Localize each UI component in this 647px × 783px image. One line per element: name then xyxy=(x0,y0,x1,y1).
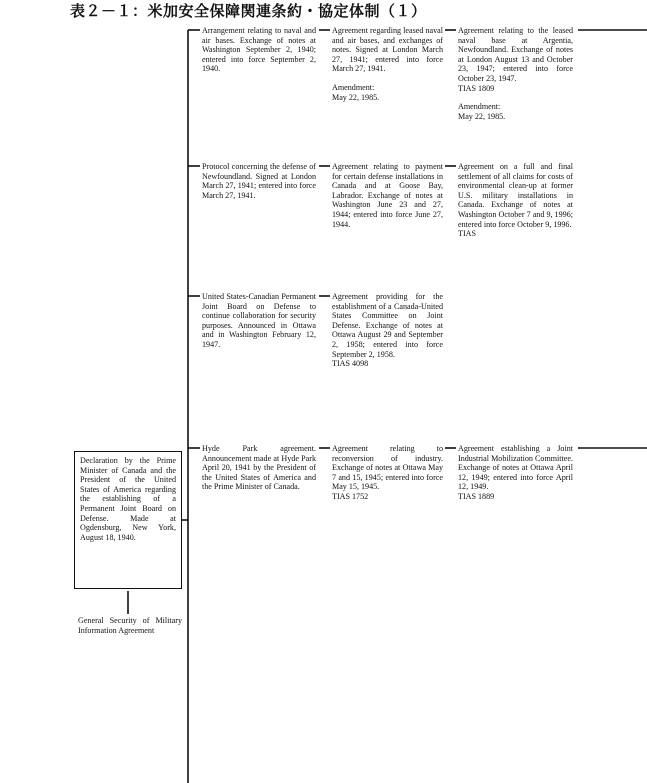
row-2-col-3-text: Agreement on a full and final settlement of all claims for costs of environmental clean-up at former U.S. military installations in Canada. Exchange of notes at Washington October 7 and 9, 1996; entered into force October 9, 1996. xyxy=(458,162,573,229)
gsomia-label: General Security of Military Information Agreement xyxy=(78,616,182,635)
row-3-col-1 xyxy=(202,292,316,350)
row-3-col-2 xyxy=(332,292,443,369)
row-1-col-3-amendment-date: May 22, 1985. xyxy=(458,111,506,121)
row-2-col-3 xyxy=(458,162,573,239)
row-4-col-3 xyxy=(458,444,573,502)
row-1-col-1-text: Arrangement relating to naval and air bases. Exchange of notes at Washington September 2, 1940; entered into force September 2, 1940. xyxy=(202,26,316,74)
table-title: 表２－１：米加安全保障関連条約・協定体制（１） xyxy=(70,2,427,20)
row-1-col-2-text: Agreement regarding leased naval and air bases, and exchanges of notes. Signed at London March 27, 1941; entered into force March 27, 1941. xyxy=(332,26,443,74)
row-1-col-3-amendment-label: Amendment: xyxy=(458,102,501,112)
row-4-col-3-tias: TIAS 1889 xyxy=(458,491,495,501)
row-2-col-1 xyxy=(202,162,316,200)
root-declaration-box xyxy=(74,451,182,589)
row-3-col-2-tias: TIAS 4098 xyxy=(332,359,369,369)
row-4-col-2-tias: TIAS 1752 xyxy=(332,491,369,501)
row-4-col-3-text: Agreement establishing a Joint Industrial Mobilization Committee. Exchange of notes at Ottawa April 12, 1949; entered into force April 12, 1949. xyxy=(458,444,573,492)
row-2-col-1-text: Protocol concerning the defense of Newfoundland. Signed at London March 27, 1941; entered into force March 27, 1941. xyxy=(202,162,316,200)
row-2-col-2-text: Agreement relating to payment for certain defense installations in Canada and at Goose Bay, Labrador. Exchange of notes at Washington June 23 and 27, 1944; entered into force June 27, 1944. xyxy=(332,162,443,229)
row-2-col-2 xyxy=(332,162,443,229)
row-1-col-2-amendment-date: May 22, 1985. xyxy=(332,92,380,102)
row-3-col-2-text: Agreement providing for the establishment of a Canada-United States Committee on Joint Defense. Exchange of notes at Ottawa August 29 and September 2, 1958; entered into force September 2, 1958. xyxy=(332,292,443,359)
row-4-col-2-text: Agreement relating to reconversion of industry. Exchange of notes at Ottawa May 7 and 15, 1945; entered into force May 15, 1945. xyxy=(332,444,443,492)
row-1-col-2 xyxy=(332,26,443,102)
row-1-col-3-tias: TIAS 1809 xyxy=(458,83,495,93)
row-2-col-3-tias: TIAS xyxy=(458,229,476,239)
gsomia-text xyxy=(78,616,182,635)
row-1-col-2-amendment-label: Amendment: xyxy=(332,82,375,92)
row-1-col-3 xyxy=(458,26,573,121)
row-3-col-1-text: United States-Canadian Permanent Joint Board on Defense to continue collaboration for security purposes. Announced in Ottawa and in Washington February 12, 1947. xyxy=(202,292,316,349)
row-4-col-1 xyxy=(202,444,316,492)
row-4-col-2 xyxy=(332,444,443,502)
row-1-col-3-text: Agreement relating to the leased naval base at Argentia, Newfoundland. Exchange of notes at London August 13 and October 23, 1947; entered into force October 23, 1947. xyxy=(458,26,573,83)
row-4-col-1-text: Hyde Park agreement. Announcement made at Hyde Park April 20, 1941 by the President of the United States of America and the Prime Minister of Canada. xyxy=(202,444,316,492)
row-1-col-1 xyxy=(202,26,316,74)
root-declaration-text: Declaration by the Prime Minister of Canada and the President of the United States of America regarding the establishing of a Permanent Joint Board on Defense. Made at Ogdensburg, New York, August 18, 1940. xyxy=(80,456,176,542)
